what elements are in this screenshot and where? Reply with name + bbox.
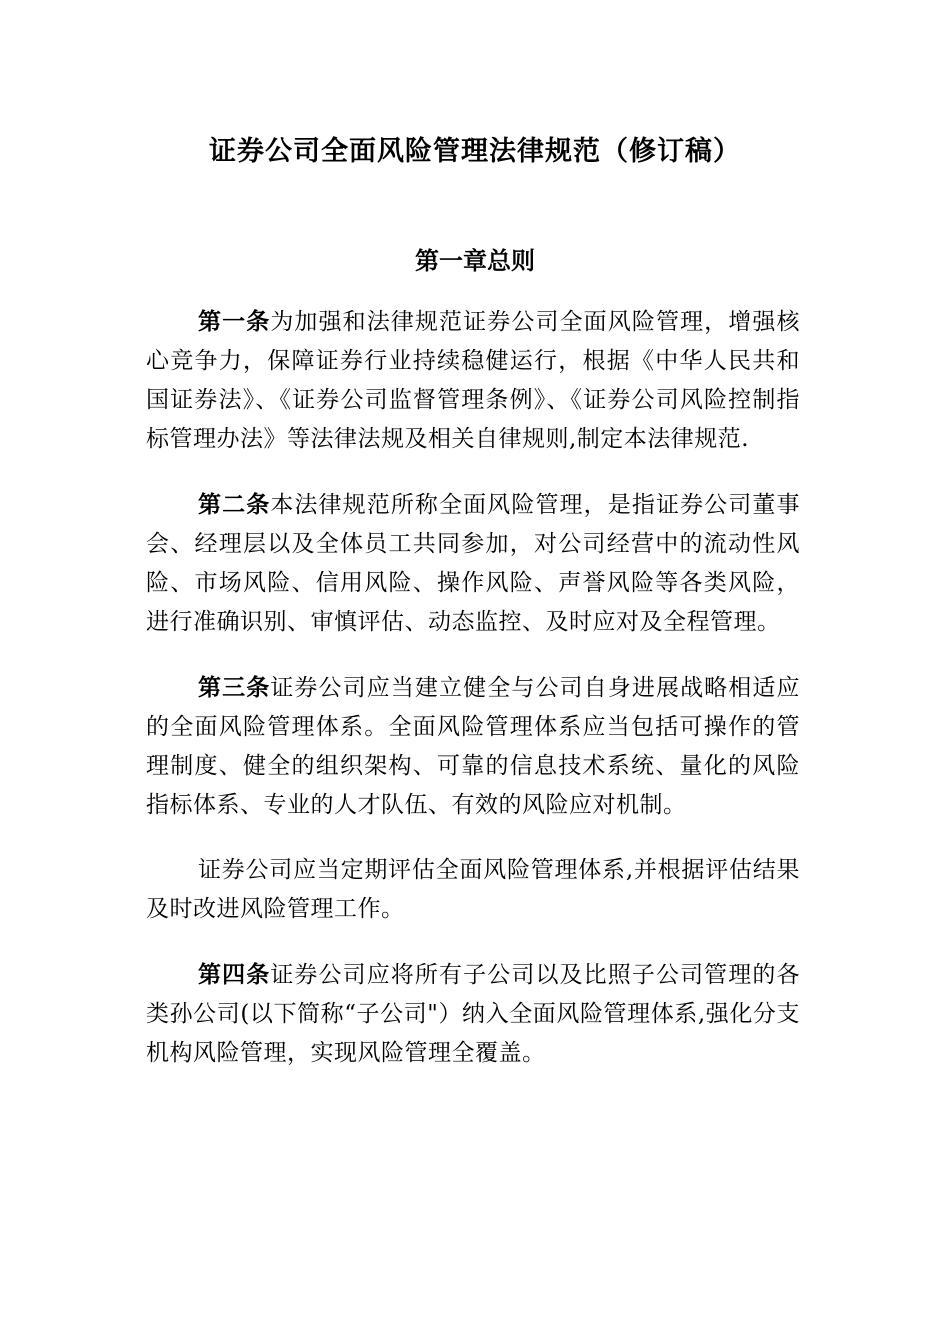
article-1 <box>146 302 800 459</box>
document-body <box>146 302 800 1099</box>
document-title: 证券公司全面风险管理法律规范（修订稿） <box>209 136 741 167</box>
article-number: 第三条 <box>198 674 271 701</box>
article-number: 第四条 <box>198 961 271 988</box>
article-number: 第二条 <box>198 491 271 518</box>
article-3 <box>146 668 800 825</box>
chapter-title: 第一章总则 <box>415 246 535 275</box>
article-number: 第一条 <box>198 308 271 335</box>
article-text: 证券公司应将所有子公司以及比照子公司管理的各类孙公司(以下简称“子公司"）纳入全面风险管理体系,强化分支机构风险管理，实现风险管理全覆盖。 <box>146 962 800 1066</box>
article-text: 本法律规范所称全面风险管理，是指证券公司董事会、经理层以及全体员工共同参加，对公司经营中的流动性风险、市场风险、信用风险、操作风险、声誉风险等各类风险，进行准确识别、审慎评估、动态监控、及时应对及全程管理。 <box>146 492 800 635</box>
article-text: 为加强和法律规范证券公司全面风险管理，增强核心竞争力，保障证券行业持续稳健运行，根据《中华人民共和国证券法》、《证券公司监督管理条例》、《证券公司风险控制指标管理办法》等法律法规及相关自律规则,制定本法律规范. <box>146 309 800 452</box>
article-text: 证券公司应当建立健全与公司自身进展战略相适应的全面风险管理体系。全面风险管理体系应当包括可操作的管理制度、健全的组织架构、可靠的信息技术系统、量化的风险指标体系、专业的人才队伍、有效的风险应对机制。 <box>146 675 800 818</box>
article-text: 证券公司应当定期评估全面风险管理体系,并根据评估结果及时改进风险管理工作。 <box>146 857 800 922</box>
article-2 <box>146 485 800 642</box>
article-4 <box>146 955 800 1073</box>
article-3-continuation <box>146 851 800 929</box>
